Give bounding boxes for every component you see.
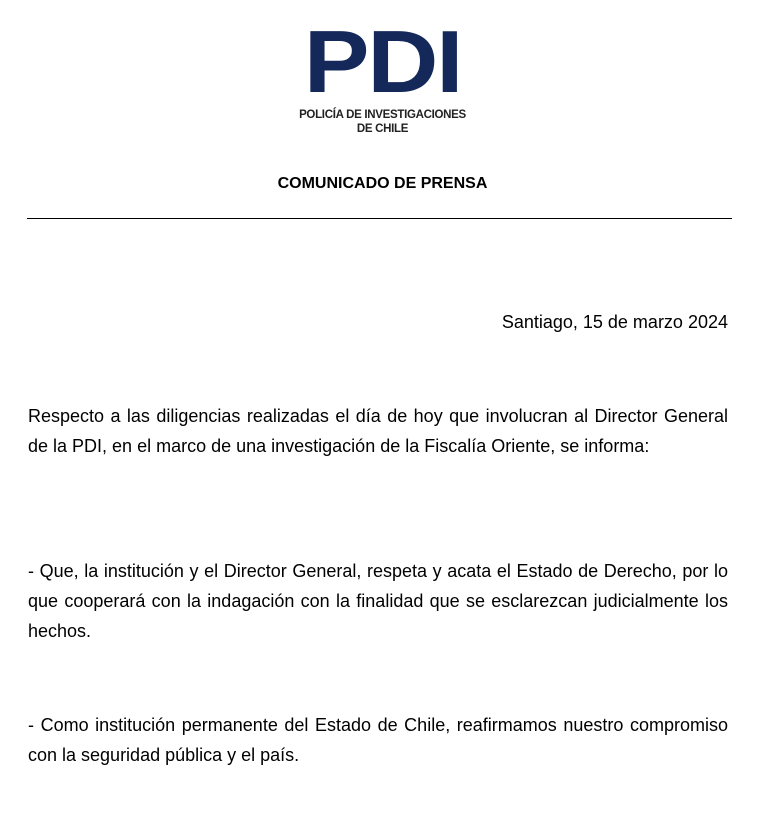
- paragraph-point-2: - Como institución permanente del Estado de Chile, reafirmamos nuestro compromiso con la seguridad pública y el país.: [28, 715, 728, 765]
- paragraph-intro: Respecto a las diligencias realizadas el día de hoy que involucran al Director General de la PDI, en el marco de una investigación de la Fiscalía Oriente, se informa:: [28, 406, 728, 456]
- logo-subtitle-line2: DE CHILE: [356, 123, 409, 135]
- pdi-logo: [0, 12, 765, 136]
- date-line: Santiago, 15 de marzo 2024: [501, 312, 728, 332]
- document-title: COMUNICADO DE PRENSA: [277, 175, 488, 192]
- paragraph-point-1: - Que, la institución y el Director General, respeta y acata el Estado de Derecho, por lo que cooperará con la indagación con la finalidad que se esclarezcan judicialmente los hechos.: [28, 561, 728, 641]
- logo-mark: PDI: [303, 12, 462, 111]
- title-divider: [27, 218, 732, 219]
- logo-subtitle-line1: POLICÍA DE INVESTIGACIONES: [299, 109, 466, 121]
